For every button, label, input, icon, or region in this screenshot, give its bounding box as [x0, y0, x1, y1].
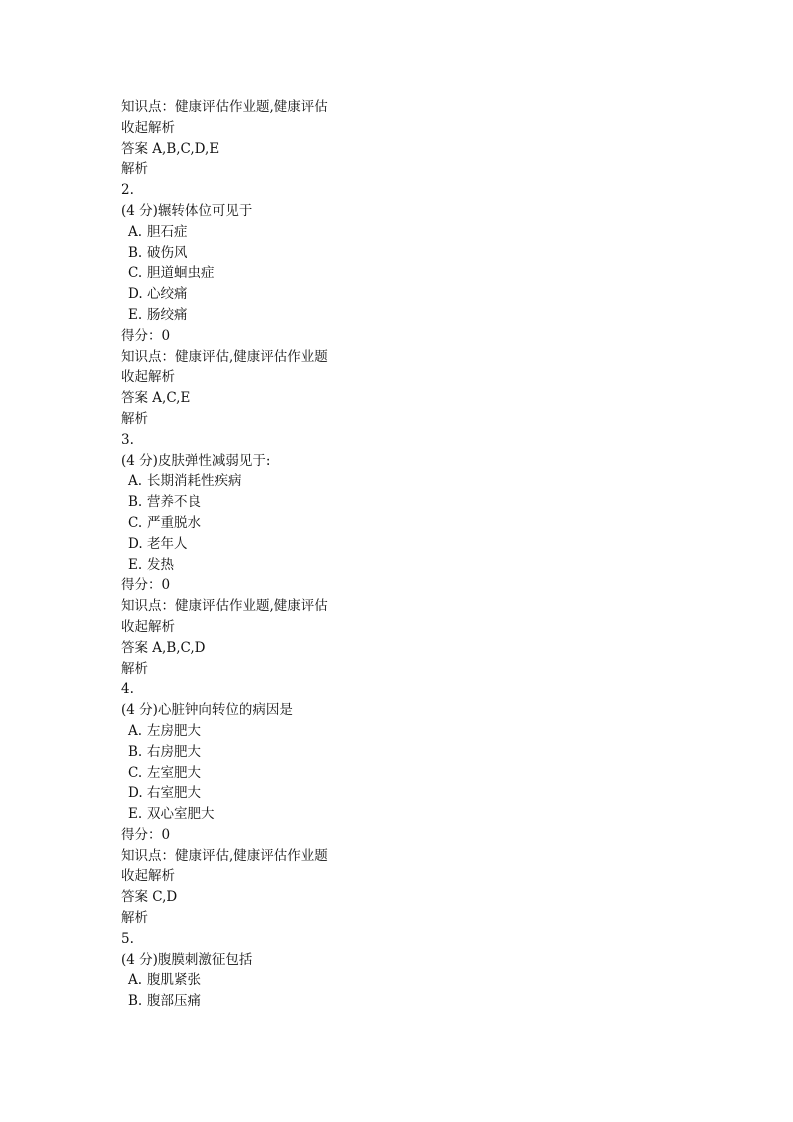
option-letter: A. [128, 972, 143, 989]
option-letter: B. [128, 494, 143, 511]
option-letter: E. [128, 556, 143, 573]
answer: 答案 C,D [121, 889, 178, 906]
knowledge-point: 知识点：健康评估作业题,健康评估 [121, 99, 328, 115]
option-c [121, 763, 721, 784]
question-block-5 [121, 929, 721, 1012]
option-text: 长期消耗性疾病 [147, 473, 242, 490]
option-text: 右房肥大 [147, 743, 201, 760]
knowledge-point: 知识点：健康评估,健康评估作业题 [121, 348, 328, 365]
option-text: 老年人 [147, 535, 188, 552]
analysis-label: 解析 [121, 910, 148, 927]
collapse-analysis-link[interactable]: 收起解析 [121, 618, 175, 635]
option-letter: A. [128, 223, 143, 240]
option-a [121, 471, 721, 492]
collapse-analysis-link[interactable]: 收起解析 [121, 868, 175, 885]
option-a [121, 222, 721, 243]
analysis-label: 解析 [121, 410, 148, 427]
option-letter: B. [128, 244, 143, 261]
option-text: 心绞痛 [147, 286, 188, 303]
knowledge-point: 知识点：健康评估作业题,健康评估 [121, 598, 328, 615]
option-letter: D. [128, 785, 143, 802]
option-letter: D. [128, 535, 143, 552]
option-text: 右室肥大 [147, 785, 201, 802]
knowledge-point: 知识点：健康评估,健康评估作业题 [121, 847, 328, 864]
option-d [121, 783, 721, 804]
option-a [121, 721, 721, 742]
option-b [121, 742, 721, 763]
score: 得分：0 [121, 327, 171, 344]
option-e [121, 555, 721, 576]
option-d [121, 284, 721, 305]
option-letter: B. [128, 993, 143, 1010]
option-b [121, 243, 721, 264]
option-letter: E. [128, 306, 143, 323]
answer: 答案 A,B,C,D [121, 639, 206, 656]
option-text: 胆道蛔虫症 [147, 265, 215, 282]
collapse-analysis-link[interactable]: 收起解析 [121, 119, 175, 136]
option-letter: C. [128, 764, 143, 781]
option-text: 左房肥大 [147, 722, 201, 739]
option-text: 腹部压痛 [147, 993, 201, 1010]
question-stem: (4 分)皮肤弹性减弱见于: [121, 452, 271, 469]
option-text: 破伤风 [147, 244, 188, 261]
option-b [121, 492, 721, 513]
option-c [121, 263, 721, 284]
option-text: 左室肥大 [147, 764, 201, 781]
option-text: 营养不良 [147, 494, 201, 511]
collapse-analysis-link[interactable]: 收起解析 [121, 369, 175, 386]
option-c [121, 513, 721, 534]
question-number: 2. [121, 182, 134, 199]
option-text: 严重脱水 [147, 514, 201, 531]
question-number: 4. [121, 681, 134, 698]
option-text: 胆石症 [147, 223, 188, 240]
option-letter: C. [128, 265, 143, 282]
option-letter: A. [128, 722, 143, 739]
score: 得分：0 [121, 826, 171, 843]
question-number: 3. [121, 431, 134, 448]
question-block-2 [121, 180, 721, 430]
option-e [121, 305, 721, 326]
option-text: 双心室肥大 [147, 806, 215, 823]
option-text: 发热 [147, 556, 174, 573]
question-block-3 [121, 430, 721, 680]
option-letter: C. [128, 514, 143, 531]
option-text: 肠绞痛 [147, 306, 188, 323]
analysis-label: 解析 [121, 660, 148, 677]
document-page [121, 97, 721, 1012]
option-a [121, 970, 721, 991]
option-e [121, 804, 721, 825]
question-stem: (4 分)心脏钟向转位的病因是 [121, 702, 293, 719]
question-number: 5. [121, 930, 134, 947]
answer: 答案 A,C,E [121, 390, 191, 407]
option-text: 腹肌紧张 [147, 972, 201, 989]
option-letter: A. [128, 473, 143, 490]
score: 得分：0 [121, 577, 171, 594]
option-letter: E. [128, 806, 143, 823]
analysis-label: 解析 [121, 161, 148, 178]
question-stem: (4 分)腹膜刺激征包括 [121, 951, 253, 968]
question-stem: (4 分)辗转体位可见于 [121, 202, 253, 219]
option-b [121, 991, 721, 1012]
option-letter: D. [128, 286, 143, 303]
option-letter: B. [128, 743, 143, 760]
option-d [121, 534, 721, 555]
question-block-4 [121, 679, 721, 929]
answer: 答案 A,B,C,D,E [121, 140, 220, 157]
